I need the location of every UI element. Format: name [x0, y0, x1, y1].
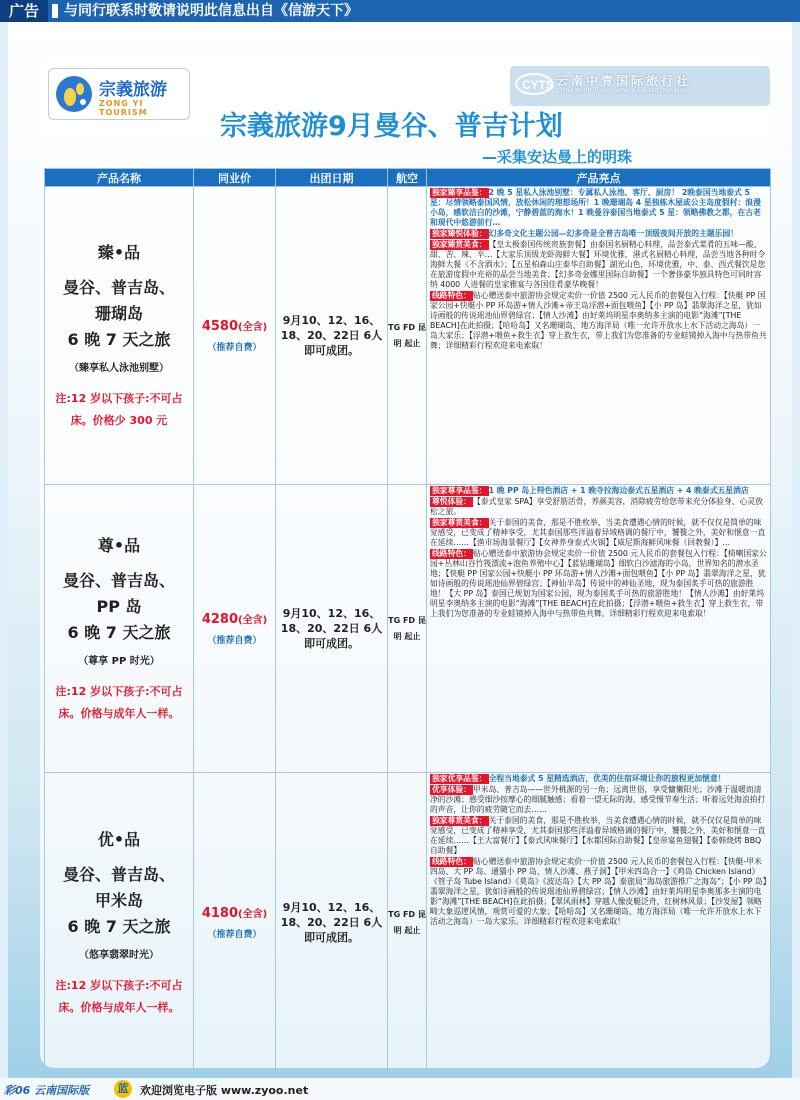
highlight-heading: 线路特色： — [432, 549, 471, 558]
product-grade: 优•品 — [97, 829, 141, 849]
page-title: 宗義旅游9月曼谷、普吉计划 — [220, 111, 563, 142]
child-note: 注:12 岁以下孩子:不可占床。价格与成年人一样。 — [55, 684, 183, 720]
highlight-item — [430, 785, 767, 815]
airline-info: TG FD 昆明 起止 — [388, 773, 427, 1073]
price-tag: (全含) — [238, 322, 268, 333]
highlight-text: 甲米岛、普吉岛——世外桃源的另一角；远离世俗，享受慵懒阳光；沙滩于温暖而清净的沙滩；感受细沙按摩心的细腻触感；看着一望无际的海，感受慢节奏生活；听着远处海浪拍打的声音，让你的疲劳随它而去…… — [430, 785, 766, 814]
highlight-text: 关于泰国的美食，那是不胜枚举，当美食遭遇心情的时候，就不仅仅是简单的味觉感受，已变成了精神享受，尤其泰国那些洋溢着异域格调的餐厅中，饕餮之外，美好和惬意一直在延续……【渔市场海景餐厅】【女神养身泰式火锅】【威尼斯海鲜风味餐（回教餐）】… — [430, 518, 766, 547]
product-name-cell — [45, 187, 194, 485]
column-header: 航空 — [388, 169, 427, 187]
product-grade: 臻•品 — [97, 242, 141, 262]
highlight-text: 贴心赠送泰中旅游协会规定卖价一价值 2500 元人民币的套餐包入行程：【椅喇国家公园+丛林山谷竹筏漂流+泡鱼养殖中心】【蓝钻珊瑚岛】细软白沙滤海的小岛，世界知名的潜水圣地；【快艇 PP 国家公园+快艇小 PP 环岛游+情人沙滩+面包喂鱼】【小 PP 岛】翡翠海洋之星，犹如诗画般的传说瑶池仙界碧绿宫；【神仙半岛】传说中的神仙圣地，现为泰国炙手可热的旅游胜地！【大 PP 岛】泰国已规划为国家公园，现为泰国炙手可热的旅游胜地！【情人沙滩】由好莱坞明星李奥纳多主演的电影“海滩”[THE BEACH]在此拍摄；【浮潜+喂鱼+救生衣】穿上救生衣，带上我们为您准备的专业蛙镜掉入海中与热带鱼共舞。详细精彩行程欢迎来电索取！ — [430, 549, 767, 618]
product-name-cell — [45, 485, 194, 773]
page-number: 彩06 云南国际版 — [4, 1084, 90, 1097]
highlight-item — [430, 857, 767, 927]
product-grade: 尊•品 — [97, 535, 141, 555]
highlight-item — [430, 188, 767, 228]
highlights-cell — [427, 773, 771, 1073]
highlight-item — [430, 486, 767, 496]
column-header: 同业价 — [194, 169, 276, 187]
highlight-text: 贴心赠送泰中旅游协会规定卖价一价值 2500 元人民币的套餐包入行程：【快艇-甲米四岛、大 PP 岛、通猫小 PP 岛、情人沙滩、燕子洞】【甲米四岛合一】《鸡岛 Chicken Island》《管子岛 Tube Island》《莫岛》《波达岛》【大 PP 岛】泰旅局“海岛旅游推广之海岛”；【小 PP 岛】翡翠海洋之星，犹如诗画般的传说瑶池仙界碧绿宫；【情人沙滩】由好莱坞明星李奥那多主演的电影“海滩”[THE BEACH]在此拍摄；【翠风雨林】穿越人像皮艇泛舟，红树林风景；【沙发屋】领略畸大象巡逻风情，观赏可爱的大象；【哈哈岛】又名珊瑚岛，地方海洋局（唯一允许开放水上水下活动之海岛）一岛大家乐。详细精彩行程欢迎来电索取！ — [430, 857, 767, 926]
highlight-item — [430, 229, 767, 239]
highlight-heading: 独家臻享品鉴： — [432, 188, 487, 197]
highlight-heading: 独家臻悦体验： — [432, 229, 487, 238]
price-note: （推荐自费） — [207, 930, 262, 940]
highlight-item — [430, 549, 767, 619]
price-note: （推荐自费） — [207, 343, 262, 353]
edition-badge: 蓝 — [114, 1080, 132, 1098]
highlight-heading: 线路特色： — [432, 291, 471, 300]
notice-marker — [52, 4, 58, 18]
product-route: 曼谷、普吉岛、 — [62, 864, 175, 884]
column-header: 产品名称 — [45, 169, 194, 187]
highlights-cell — [427, 187, 771, 485]
table-row — [45, 187, 771, 485]
departure-dates: 9月10、12、16、18、20、22日 6人即可成团。 — [276, 187, 388, 485]
product-table — [44, 168, 771, 1073]
column-header: 产品亮点 — [427, 169, 771, 187]
price-value: 4180 — [201, 906, 239, 921]
table-row — [45, 485, 771, 773]
highlight-heading: 独家尊享品鉴： — [432, 486, 487, 495]
highlight-heading: 独家尊赏美食： — [432, 518, 487, 527]
highlight-text: 全程当地泰式 5 星精选酒店，优美的住宿环境让你的旅程更加惬意！ — [488, 774, 726, 783]
airline-info: TG FD 昆明 起止 — [388, 485, 427, 773]
ad-tag: 广告 — [0, 0, 48, 22]
price-value: 4580 — [201, 319, 239, 334]
price-note: （推荐自费） — [207, 636, 262, 646]
price-cell — [194, 773, 276, 1073]
highlight-text: 1 晚 PP 岛上特色酒店 + 1 晚寺拉海边泰式五星酒店 + 4 晚泰式五星酒店 — [488, 486, 749, 495]
highlight-heading: 尊悦体验： — [432, 497, 471, 506]
product-route: PP 岛 — [96, 596, 142, 616]
table-row — [45, 773, 771, 1073]
product-duration: 6 晚 7 天之旅 — [67, 329, 171, 349]
cyts-emblem-icon — [514, 72, 554, 96]
product-tagline: （悠享翡翠时光） — [79, 949, 159, 961]
product-duration: 6 晚 7 天之旅 — [67, 622, 171, 642]
highlight-text: 贴心赠送泰中旅游协会规定卖价一价值 2500 元人民币的套餐包入行程：【快艇 PP 国家公园+快艇小 PP 环岛游+情人沙滩+帝王岛浮潜+面包喂鱼】【小 PP 岛】翡翠海洋之星，犹如诗画般的传说瑶池仙界碧绿宫；【情人沙滩】由好莱坞明星李奥纳多主演的电影“海滩”[THE BEACH]在此拍摄；【哈哈岛】又名珊瑚岛，地方海洋局（唯一允许开放水上水下活动之海岛）一岛大家乐；【浮潜+喂鱼+救生衣】穿上救生衣，带上我们为您准备的专业蛙镜掉入海中与热带鱼共舞；详细精彩行程欢迎来电索取！ — [430, 291, 767, 350]
page-subtitle: —采集安达曼上的明珠 — [482, 148, 633, 166]
price-tag: (全含) — [238, 909, 268, 920]
price-cell — [194, 187, 276, 485]
logo-text: 宗義旅游 — [99, 80, 167, 100]
price-tag: (全含) — [238, 615, 268, 626]
highlight-item — [430, 497, 767, 517]
child-note: 注:12 岁以下孩子:不可占床。价格与成年人一样。 — [55, 978, 183, 1014]
child-note: 注:12 岁以下孩子:不可占床。价格少 300 元 — [55, 391, 183, 427]
airline-info: TG FD 昆明 起止 — [388, 187, 427, 485]
page-footer — [0, 1078, 800, 1100]
highlight-text: 【泰式皇家 SPA】享受舒筋活骨，养颜美容，消除疲劳给您带来充分体验身、心灵放松之旅。 — [430, 497, 763, 516]
departure-dates: 9月10、12、16、18、20、22日 6人即可成团。 — [276, 485, 388, 773]
highlight-text: 2 晚 5 星私人泳池别墅：专属私人泳池、客厅、厨房！ 2晚泰国当地泰式 5 星：尽情领略泰国风情，放松休闲的理想场所！1 晚珊瑚岛 4 星独栋木屋或公主岛度假村：浪漫小岛，感软洁白的沙滩，宁静碧蓝的海水！1 晚曼谷泰国当地泰式 5 星：领略佛教之都，在古老和现代中悠游前行… — [430, 188, 761, 227]
logo-english: ZONG YI TOURISM — [99, 99, 148, 117]
agency-logo — [514, 72, 764, 102]
top-notice: 与同行联系时敬请说明此信息出自《信游天下》 — [64, 3, 358, 19]
highlight-item — [430, 518, 767, 548]
price-cell — [194, 485, 276, 773]
highlight-text: 【皇太极泰国传统贵族套餐】由泰国名厨精心料理，品尝泰式菜肴的五味—酸、甜、苦、辣、辛…【大家乐顶级龙虾海鲜大餐】环境优雅，港式名厨精心料理，品尝当地各种时令海鲜大餐《不含酒水》；【五星柏森山庄泰华自助餐】湖光山色，环境优雅，中、泰、西式餐饮是您在旅游度假中充裕的品尝当地美食；【幻多奇金娜里国际自助餐】一个奢侈豪华独具特色可同时容纳 4000 人进餐的皇家雅宴与各国佳肴豪华晚餐！ — [430, 240, 766, 289]
highlight-item — [430, 774, 767, 784]
product-tagline: （尊享 PP 时光） — [78, 655, 160, 667]
highlight-item — [430, 291, 767, 351]
agency-name: 云南中青国际旅行社 — [556, 74, 692, 88]
brand-logo — [48, 68, 190, 120]
highlight-heading: 独家尊赏美食： — [432, 816, 487, 825]
footprint-logo-icon — [55, 75, 93, 113]
highlight-text: 关于泰国的美食，那是不胜枚举，当美食遭遇心情的时候，就不仅仅是简单的味觉感受，已变成了精神享受，尤其泰国那些洋溢着异域格调的餐厅中，饕餮之外，美好和惬意一直在延续……【王大富餐厅】【泰式风味餐厅】【水都国际自助餐】【皇帝宴鱼翅餐】【泰韩烧烤 BBQ 自助餐】 — [430, 816, 766, 855]
highlight-text: 幻多奇文化主题公园—幻多奇是全普吉岛唯一顶级夜间开放的主题乐园！ — [488, 229, 739, 238]
highlight-heading: 线路特色： — [432, 857, 471, 866]
website-ad: 欢迎浏览电子版 www.zyoo.net — [140, 1084, 309, 1097]
product-route: 曼谷、普吉岛、 — [62, 277, 175, 297]
column-header: 出团日期 — [276, 169, 388, 187]
highlight-heading: 独家优享品鉴： — [432, 774, 487, 783]
departure-dates: 9月10、12、16、18、20、22日 6人即可成团。 — [276, 773, 388, 1073]
price-value: 4280 — [201, 612, 239, 627]
highlight-heading: 独家臻赏美食： — [432, 240, 487, 249]
product-tagline: （臻享私人泳池别墅） — [69, 362, 169, 374]
table-header-row — [45, 169, 771, 187]
product-name-cell — [45, 773, 194, 1073]
highlight-item — [430, 816, 767, 856]
product-route: 曼谷、普吉岛、 — [62, 570, 175, 590]
highlights-cell — [427, 485, 771, 773]
highlight-item — [430, 240, 767, 290]
product-route: 甲米岛 — [94, 890, 143, 910]
svg-text:CYTS: CYTS — [522, 78, 554, 92]
product-route: 珊瑚岛 — [94, 303, 143, 323]
highlight-heading: 优享体验： — [432, 785, 471, 794]
product-duration: 6 晚 7 天之旅 — [67, 916, 171, 936]
agency-english: China Youth Travel Service Co.,Ltd.,Yun Nan — [556, 87, 687, 94]
